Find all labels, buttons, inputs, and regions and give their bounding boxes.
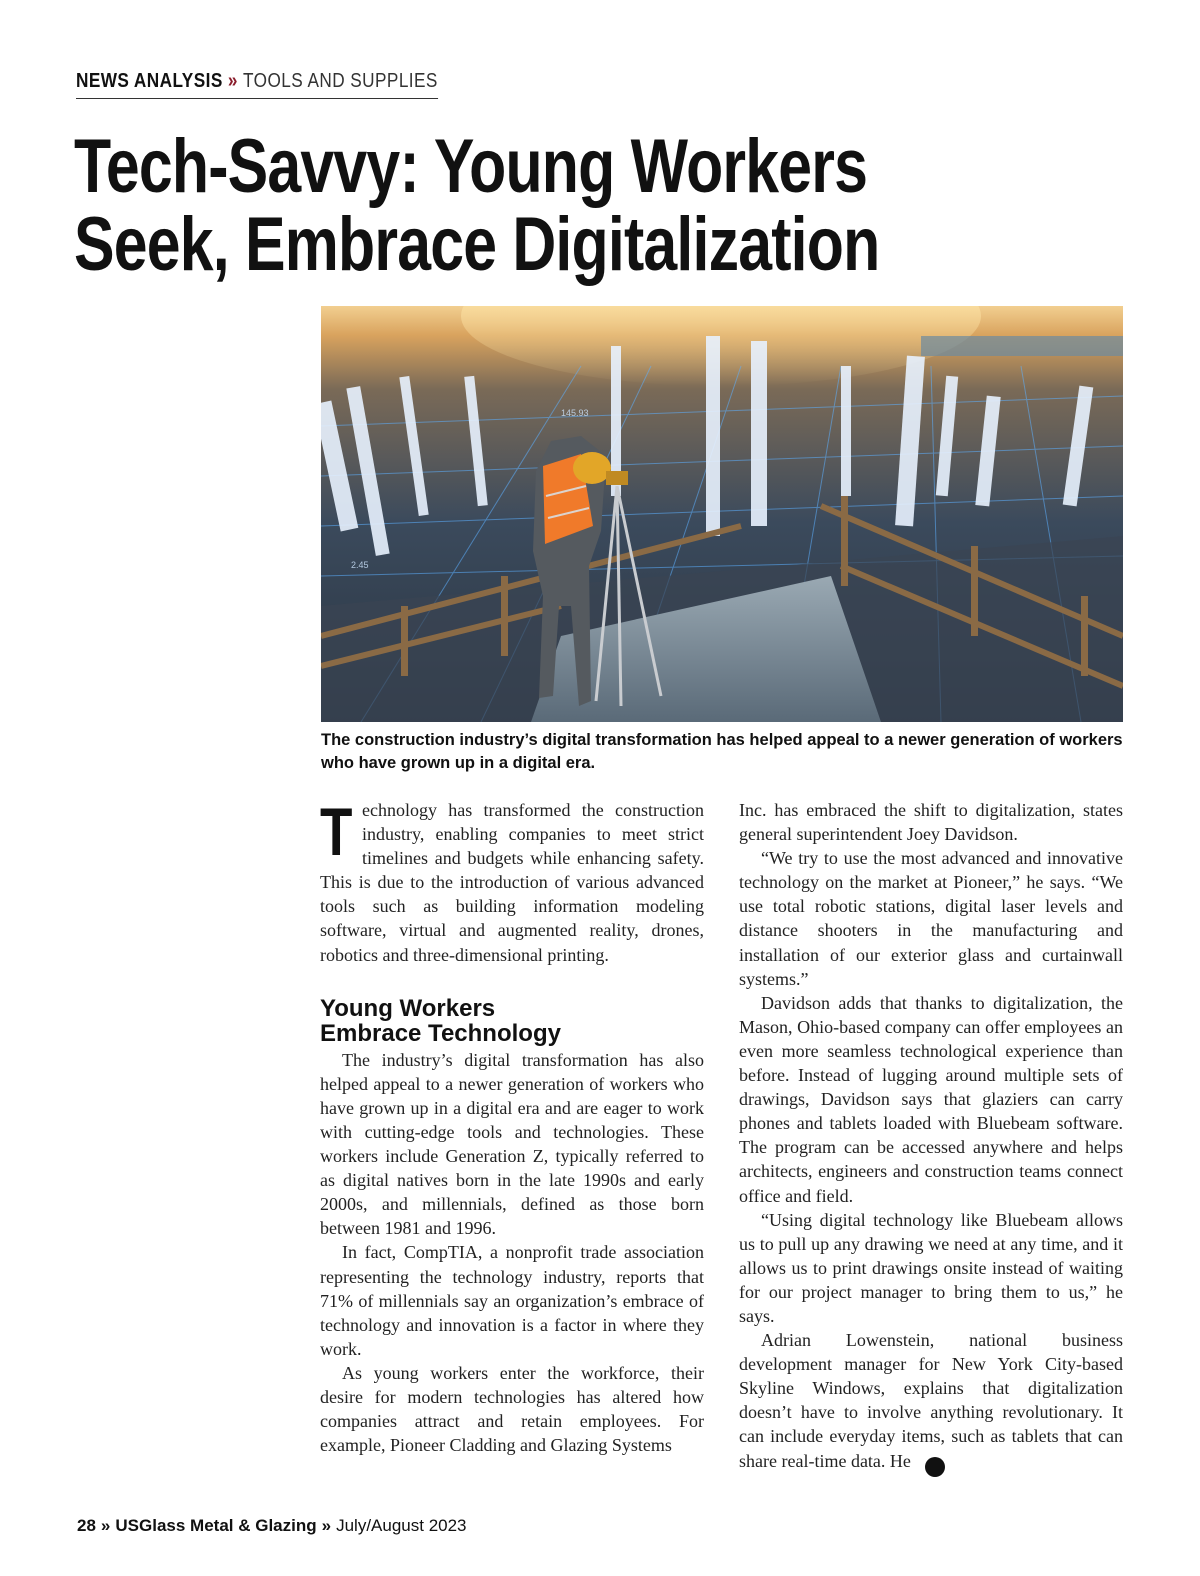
topic-label: TOOLS AND SUPPLIES	[243, 70, 438, 92]
page-footer	[77, 1516, 467, 1536]
intro-text: echnology has transformed the construction industry, enabling companies to meet strict timelines and budgets while enhancing safety. This is due to the introduction of various advanced tools such as building information modeling software, virtual and augmented reality, drones, robotics and three-dimensional printing.	[320, 800, 704, 965]
drop-cap: T	[320, 794, 353, 870]
body-paragraph: “Using digital technology like Bluebeam allows us to pull up any drawing we need at any time, and it allows us to print drawings onsite instead of waiting for our project manager to bring them to us,” he says.	[739, 1209, 1123, 1326]
section-label: NEWS ANALYSIS	[76, 70, 223, 92]
arrow-right-circle-icon: ➜	[925, 1457, 945, 1477]
article-photo	[321, 306, 1123, 722]
body-paragraph: Davidson adds that thanks to digitalization, the Mason, Ohio-based company can offer employees an even more seamless technological experience than before. Instead of lugging around multiple sets of drawings, Davidson says that glaziers can carry phones and tablets loaded with Bluebeam software. The program can be accessed anywhere and helps architects, engineers and construction teams connect office and field.	[739, 992, 1123, 1206]
body-paragraph-continued: Inc. has embraced the shift to digitalization, states general superintendent Joey Davidson.	[739, 800, 1123, 845]
svg-text:145.93: 145.93	[561, 408, 589, 418]
intro-paragraph	[320, 794, 704, 967]
article-headline	[74, 124, 880, 287]
article-column-2	[739, 798, 1123, 1477]
section-kicker	[76, 70, 438, 99]
photo-caption: The construction industry’s digital transformation has helped appeal to a newer generation of workers who have grown up in a digital era.	[321, 731, 1123, 772]
body-paragraph: As young workers enter the workforce, their desire for modern technologies has altered how companies attract and retain employees. For example, Pioneer Cladding and Glazing Systems	[320, 1362, 704, 1456]
issue-date: July/August 2023	[336, 1516, 467, 1535]
svg-text:2.45: 2.45	[351, 560, 369, 570]
body-paragraph: “We try to use the most advanced and innovative technology on the market at Pioneer,” he says. “We use total robotic stations, digital laser levels and distance shooters in the manufacturing and installation of our exterior glass and curtainwall systems.”	[739, 848, 1123, 989]
footer-separator: »	[100, 1516, 111, 1535]
footer-separator: »	[321, 1516, 332, 1535]
body-paragraph: In fact, CompTIA, a nonprofit trade association representing the technology industry, reports that 71% of millennials say an organization’s embrace of technology and innovation is a factor in where they work.	[320, 1242, 704, 1359]
body-paragraph-last	[739, 1328, 1123, 1476]
page-number: 28	[77, 1516, 96, 1535]
section-subhead	[320, 996, 704, 1046]
article-column-1	[320, 794, 704, 1457]
kicker-separator: »	[227, 70, 238, 92]
headline-line-2: Seek, Embrace Digitalization	[74, 202, 880, 287]
subhead-line-2: Embrace Technology	[320, 1019, 561, 1047]
magazine-name: USGlass Metal & Glazing	[115, 1516, 317, 1535]
headline-line-1: Tech-Savvy: Young Workers	[74, 124, 868, 209]
body-paragraph: The industry’s digital transformation has also helped appeal to a newer generation of workers who have grown up in a digital era and are eager to work with cutting-edge tools and technologies. These workers include Generation Z, typically referred to as digital natives born in the late 1990s and early 2000s, and millennials, defined as those born between 1981 and 1996.	[320, 1049, 704, 1239]
subhead-line-1: Young Workers	[320, 994, 496, 1022]
last-paragraph-text: Adrian Lowenstein, national business development manager for New York City-based Skyline Windows, explains that digitalization doesn’t have to involve anything revolutionary. It can include everyday items, such as tablets that can share real-time data. He	[739, 1330, 1123, 1471]
